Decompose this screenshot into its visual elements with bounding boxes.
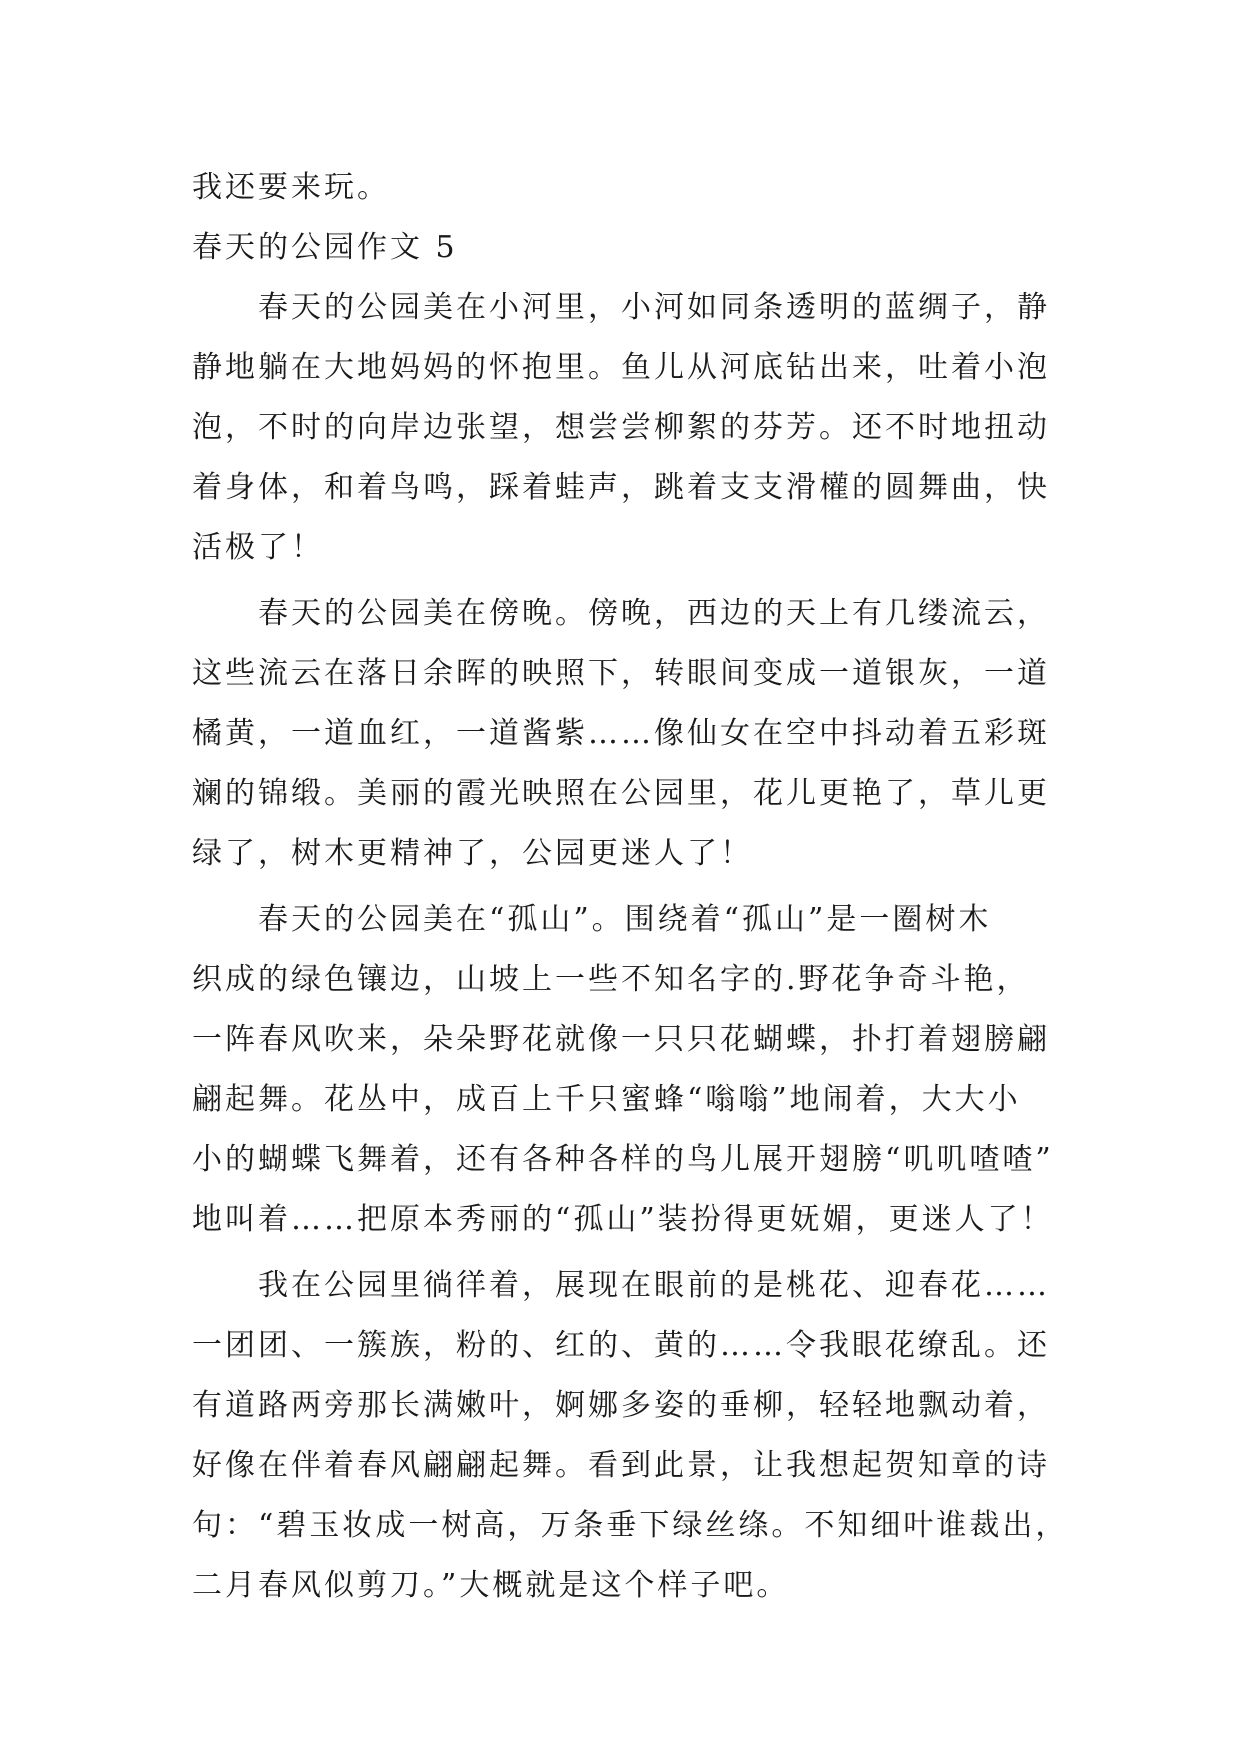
essay-title: 春天的公园作文 5 [192,230,458,265]
paragraph-line: 织成的绿色镶边，山坡上一些不知名字的.野花争奇斗艳， [192,962,1030,997]
paragraph-4 [192,1256,1072,1616]
paragraph-line: 橘黄，一道血红，一道酱紫……像仙女在空中抖动着五彩斑 [192,716,1050,751]
paragraph-1 [192,278,1072,578]
paragraph-line: 一阵春风吹来，朵朵野花就像一只只花蝴蝶，扑打着翅膀翩 [192,1022,1050,1057]
paragraph-line: 翩起舞。花丛中，成百上千只蜜蜂“嗡嗡”地闹着，大大小 [192,1082,1021,1117]
paragraph-line: 小的蝴蝶飞舞着，还有各种各样的鸟儿展开翅膀“叽叽喳喳” [192,1142,1054,1177]
document-body [192,158,1072,1616]
paragraph-line: 二月春风似剪刀。”大概就是这个样子吧。 [192,1568,790,1603]
paragraph-line: 春天的公园美在傍晚。傍晚，西边的天上有几缕流云， [258,596,1050,631]
paragraph-line: 泡，不时的向岸边张望，想尝尝柳絮的芬芳。还不时地扭动 [192,410,1050,445]
lead-line: 我还要来玩。 [192,170,390,205]
paragraph-line: 一团团、一簇族，粉的、红的、黄的……令我眼花缭乱。还 [192,1328,1050,1363]
paragraph-line: 地叫着……把原本秀丽的“孤山”装扮得更妩媚，更迷人了！ [192,1202,1054,1237]
paragraph-line: 这些流云在落日余晖的映照下，转眼间变成一道银灰，一道 [192,656,1050,691]
paragraph-line: 句：“碧玉妆成一树高，万条垂下绿丝绦。不知细叶谁裁出， [192,1508,1069,1543]
paragraph-line: 斓的锦缎。美丽的霞光映照在公园里，花儿更艳了，草儿更 [192,776,1050,811]
paragraph-line: 春天的公园美在小河里，小河如同条透明的蓝绸子，静 [258,290,1050,325]
paragraph-line: 有道路两旁那长满嫩叶，婀娜多姿的垂柳，轻轻地飘动着， [192,1388,1050,1423]
paragraph-line: 我在公园里徜徉着，展现在眼前的是桃花、迎春花…… [258,1268,1050,1303]
paragraph-2 [192,584,1072,884]
paragraph-line: 静地躺在大地妈妈的怀抱里。鱼儿从河底钻出来，吐着小泡 [192,350,1050,385]
paragraph-3 [192,890,1072,1250]
paragraph-line: 春天的公园美在“孤山”。围绕着“孤山”是一圈树木 [258,902,992,937]
paragraph-line: 活极了！ [192,530,324,565]
paragraph-line: 着身体，和着鸟鸣，踩着蛙声，跳着支支滑權的圆舞曲，快 [192,470,1050,505]
paragraph-line: 绿了，树木更精神了，公园更迷人了！ [192,836,753,871]
paragraph-line: 好像在伴着春风翩翩起舞。看到此景，让我想起贺知章的诗 [192,1448,1050,1483]
